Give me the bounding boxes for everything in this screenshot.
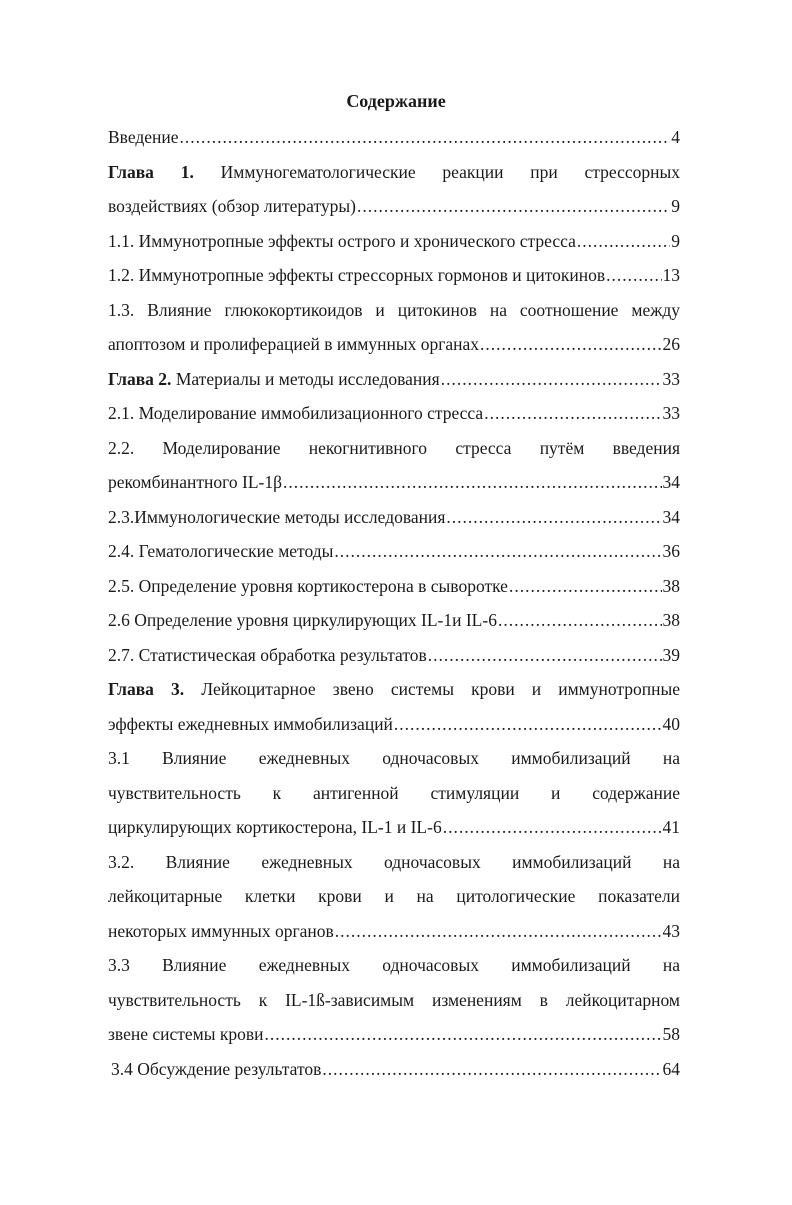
toc-page-number: 38 bbox=[662, 610, 680, 630]
toc-entry-text: эффекты ежедневных иммобилизаций bbox=[108, 713, 393, 734]
leader-dots bbox=[446, 500, 661, 535]
toc-entry-text: апоптозом и пролиферацией в иммунных органах bbox=[108, 334, 480, 354]
toc-page-number: 38 bbox=[662, 575, 680, 596]
toc-page-number: 58 bbox=[662, 1024, 680, 1044]
toc-entry-text: 3.1 Влияние ежедневных одночасовых иммобилизаций на bbox=[108, 748, 680, 768]
toc-page-number: 33 bbox=[662, 403, 680, 423]
leader-dots bbox=[334, 534, 661, 569]
leader-dots bbox=[335, 914, 662, 949]
chapter-label: Глава 3. bbox=[108, 679, 185, 699]
leader-dots bbox=[428, 638, 662, 673]
toc-page-number: 9 bbox=[671, 230, 680, 251]
toc-entry-text: 1.2. Иммунотропные эффекты стрессорных гормонов и цитокинов bbox=[108, 265, 606, 285]
toc-entry-text: воздействиях (обзор литературы) bbox=[108, 196, 356, 216]
toc-entry-chapter-3-cont[interactable] bbox=[108, 707, 680, 742]
toc-entry-text: 2.3.Иммунологические методы исследования bbox=[108, 506, 446, 527]
leader-dots bbox=[577, 224, 670, 259]
toc-entry-chapter-1-cont[interactable] bbox=[108, 189, 680, 224]
leader-dots bbox=[484, 396, 661, 431]
leader-dots bbox=[480, 327, 661, 362]
toc-entry-3-1-cont[interactable] bbox=[108, 776, 680, 811]
toc-entry-text: Введение bbox=[108, 127, 179, 147]
leader-dots bbox=[322, 1052, 661, 1087]
toc-entry-1-1[interactable] bbox=[108, 224, 680, 259]
leader-dots bbox=[509, 569, 662, 604]
leader-dots bbox=[357, 189, 670, 224]
toc-page-number: 41 bbox=[662, 817, 680, 837]
toc-entry-1-2[interactable] bbox=[108, 258, 680, 293]
toc-page-number: 36 bbox=[662, 541, 680, 561]
toc-entry-text: 2.2. Моделирование некогнитивного стресса путём введения bbox=[108, 437, 680, 458]
leader-dots bbox=[606, 258, 661, 293]
leader-dots bbox=[498, 603, 662, 638]
toc-entry-3-2-cont[interactable] bbox=[108, 879, 680, 914]
toc-entry-text bbox=[108, 362, 440, 397]
toc-entry-3-3[interactable] bbox=[108, 948, 680, 983]
toc-entry-text: чувствительность к антигенной стимуляции и содержание bbox=[108, 782, 680, 803]
toc-entry-text: рекомбинантного IL-1β bbox=[108, 472, 283, 492]
toc-entry-2-6[interactable] bbox=[108, 603, 680, 638]
leader-dots bbox=[443, 810, 662, 845]
toc-entry-text: 3.2. Влияние ежедневных одночасовых иммобилизаций на bbox=[108, 851, 680, 872]
toc-page-number: 64 bbox=[662, 1058, 680, 1079]
toc-entry-2-3[interactable] bbox=[108, 500, 680, 535]
toc-entry-chapter-3[interactable] bbox=[108, 672, 680, 707]
chapter-label: Глава 2. bbox=[108, 368, 172, 389]
toc-page-number: 43 bbox=[662, 920, 680, 941]
toc-entry-3-3-cont[interactable] bbox=[108, 983, 680, 1018]
leader-dots bbox=[265, 1017, 662, 1052]
table-of-contents bbox=[108, 120, 680, 1086]
toc-entry-text: 1.1. Иммунотропные эффекты острого и хронического стресса bbox=[108, 230, 576, 251]
toc-entry-text: чувствительность к IL-1ß-зависимым изменениям в лейкоцитарном bbox=[108, 989, 680, 1010]
toc-entry-3-1[interactable] bbox=[108, 741, 680, 776]
toc-entry-title: Материалы и методы исследования bbox=[175, 368, 440, 389]
toc-entry-text: 2.4. Гематологические методы bbox=[108, 541, 334, 561]
toc-entry-1-3[interactable] bbox=[108, 293, 680, 328]
toc-entry-text: 2.6 Определение уровня циркулирующих IL-1и IL-6 bbox=[108, 610, 497, 630]
toc-entry-chapter-1[interactable] bbox=[108, 155, 680, 190]
toc-entry-2-2[interactable] bbox=[108, 431, 680, 466]
leader-dots bbox=[180, 120, 671, 155]
toc-entry-text: 2.1. Моделирование иммобилизационного стресса bbox=[108, 403, 484, 423]
toc-entry-text: циркулирующих кортикостерона, IL-1 и IL-6 bbox=[108, 817, 442, 837]
leader-dots bbox=[441, 362, 662, 397]
chapter-label: Глава 1. bbox=[108, 161, 194, 182]
toc-entry-2-4[interactable] bbox=[108, 534, 680, 569]
toc-page-number: 34 bbox=[662, 506, 680, 527]
leader-dots bbox=[394, 707, 662, 742]
toc-entry-chapter-2[interactable] bbox=[108, 362, 680, 397]
toc-entry-text: Лейкоцитарное звено системы крови и иммунотропные bbox=[201, 679, 680, 699]
toc-page-number: 26 bbox=[662, 334, 680, 354]
toc-entry-text: 2.5. Определение уровня кортикостерона в сыворотке bbox=[108, 575, 508, 596]
toc-entry-text: звене системы крови bbox=[108, 1024, 264, 1044]
toc-entry-text: 2.7. Статистическая обработка результатов bbox=[108, 644, 427, 665]
toc-entry-3-3-end[interactable] bbox=[108, 1017, 680, 1052]
toc-entry-3-4[interactable] bbox=[111, 1052, 680, 1087]
toc-page-number: 34 bbox=[662, 472, 680, 492]
toc-page-number: 9 bbox=[671, 196, 680, 216]
toc-entry-2-2-cont[interactable] bbox=[108, 465, 680, 500]
toc-page-number: 33 bbox=[662, 368, 680, 389]
toc-entry-3-2-end[interactable] bbox=[108, 914, 680, 949]
toc-entry-text: некоторых иммунных органов bbox=[108, 920, 334, 941]
toc-entry-3-2[interactable] bbox=[108, 845, 680, 880]
toc-entry-text: 1.3. Влияние глюкокортикоидов и цитокинов на соотношение между bbox=[108, 299, 680, 320]
toc-entry-1-3-cont[interactable] bbox=[108, 327, 680, 362]
toc-page-number: 39 bbox=[662, 644, 680, 665]
toc-page-number: 40 bbox=[662, 713, 680, 734]
toc-entry-text: 3.3 Влияние ежедневных одночасовых иммобилизаций на bbox=[108, 955, 680, 975]
toc-entry-text: Иммуногематологические реакции при стрессорных bbox=[220, 161, 680, 182]
toc-entry-2-7[interactable] bbox=[108, 638, 680, 673]
toc-entry-2-5[interactable] bbox=[108, 569, 680, 604]
page-title: Содержание bbox=[346, 91, 446, 111]
leader-dots bbox=[283, 465, 661, 500]
toc-entry-2-1[interactable] bbox=[108, 396, 680, 431]
toc-page-number: 4 bbox=[671, 127, 680, 147]
toc-entry-text: лейкоцитарные клетки крови и на цитологические показатели bbox=[108, 886, 680, 906]
toc-entry-text: 3.4 Обсуждение результатов bbox=[111, 1058, 322, 1079]
toc-page-number: 13 bbox=[662, 265, 680, 285]
toc-entry-3-1-end[interactable] bbox=[108, 810, 680, 845]
toc-entry-introduction[interactable] bbox=[108, 120, 680, 155]
